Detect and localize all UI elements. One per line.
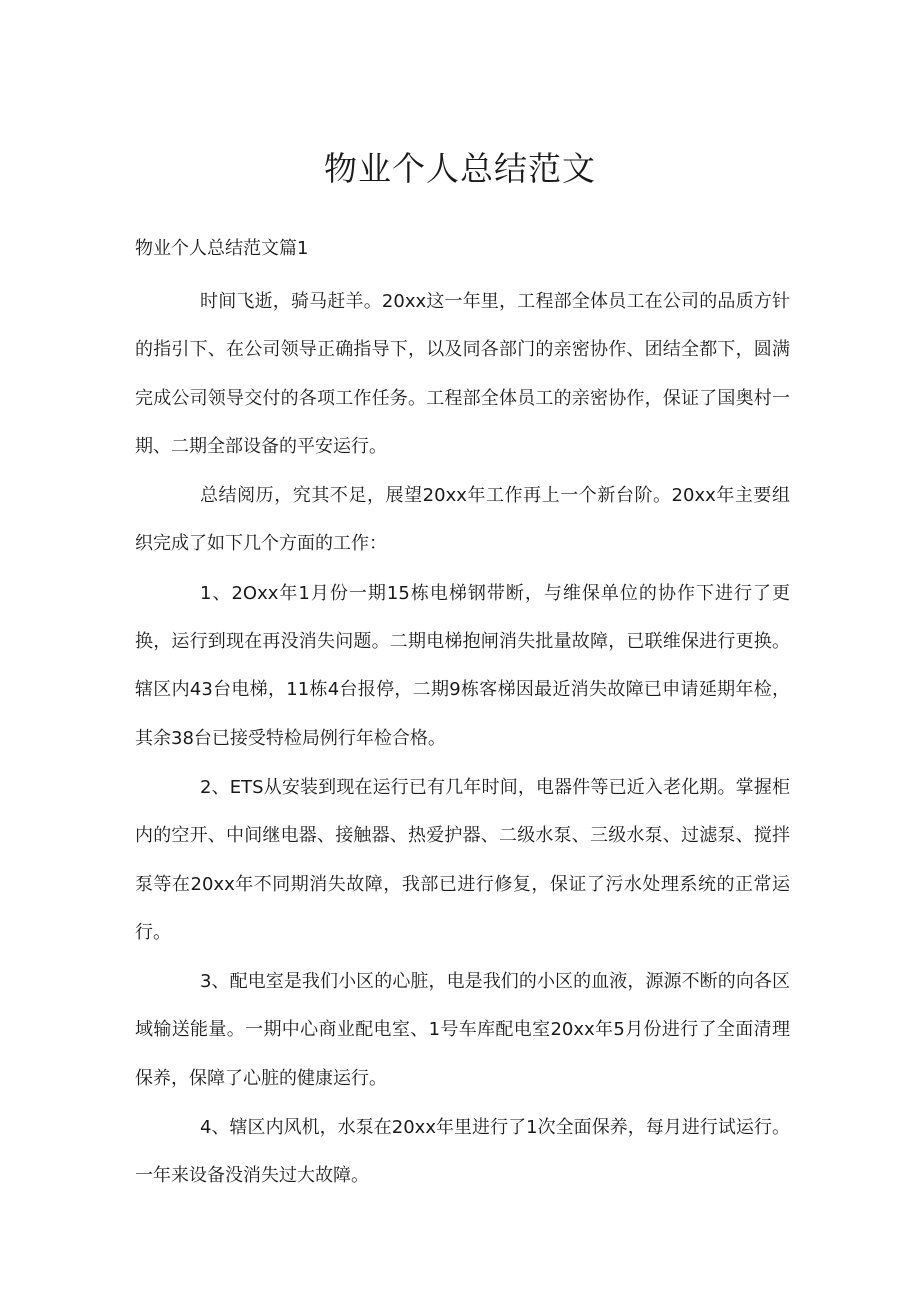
paragraph-intro: 时间飞逝，骑马赶羊。20xx这一年里，工程部全体员工在公司的品质方针的指引下、在公司领导正确指导下，以及同各部门的亲密协作、团结全都下，圆满完成公司领导交付的各项工作任务。工程部全体员工的亲密协作，保证了国奥村一期、二期全部设备的平安运行。 <box>135 291 790 457</box>
paragraph-item-1: 1、2Oxx年1月份一期15栋电梯钢带断，与维保单位的协作下进行了更换，运行到现在再没消失问题。二期电梯抱闸消失批量故障，已联维保进行更换。辖区内43台电梯，11栋4台报停，二期9栋客梯因最近消失故障已申请延期年检，其余38台已接受特检局例行年检合格。 <box>135 582 790 749</box>
document-body <box>135 229 790 1202</box>
document-title: 物业个人总结范文 <box>324 149 596 188</box>
section-heading: 物业个人总结范文篇1 <box>135 238 309 259</box>
paragraph-item-2: 2、ETS从安装到现在运行已有几年时间，电器件等已近入老化期。掌握柜内的空开、中间继电器、接触器、热爱护器、二级水泵、三级水泵、过滤泵、搅拌泵等在20xx年不同期消失故障，我部已进行修复，保证了污水处理系统的正常运行。 <box>135 776 790 943</box>
paragraph-item-3: 3、配电室是我们小区的心脏，电是我们的小区的血液，源源不断的向各区域输送能量。一期中心商业配电室、1号车库配电室20xx年5月份进行了全面清理保养，保障了心脏的健康运行。 <box>135 971 790 1089</box>
paragraph-item-4: 4、辖区内风机，水泵在20xx年里进行了1次全面保养，每月进行试运行。一年来设备没消失过大故障。 <box>135 1117 790 1187</box>
paragraph-summary: 总结阅历，究其不足，展望20xx年工作再上一个新台阶。20xx年主要组织完成了如下几个方面的工作： <box>135 485 790 555</box>
